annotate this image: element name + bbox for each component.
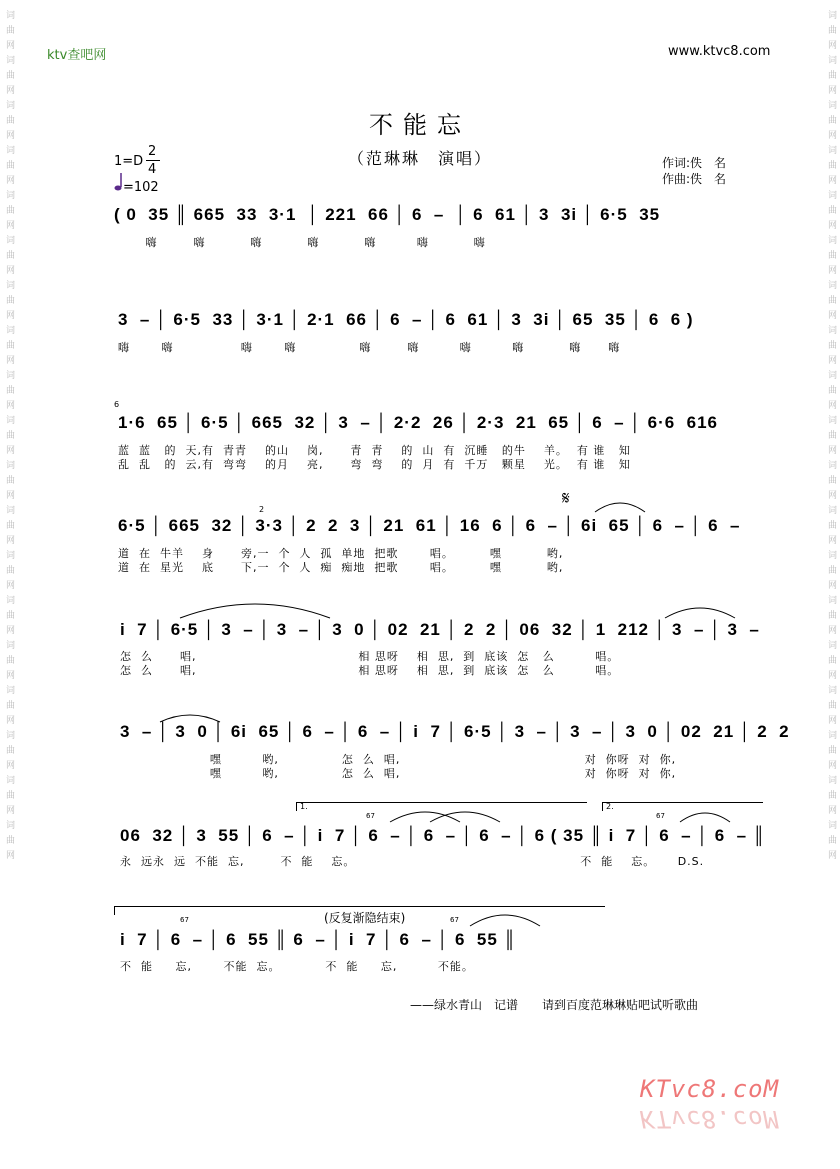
grace-note: 67 (450, 916, 459, 924)
score-row-3-lyrics-v2: 乱 乱 的 云,有 弯弯 的月 亮, 弯 弯 的 月 有 千万 颗星 光。 有 谁 知 (118, 458, 631, 471)
song-title: 不能忘 (369, 111, 471, 139)
tempo: =102 (123, 180, 159, 195)
score-row-5-notes: i 7 │ 6·5 │ 3 – │ 3 – │ 3 0 │ 02 21 │ 2 2 │ 06 32 │ 1 212 │ 3 – │ 3 – (120, 620, 760, 639)
ktvc8-logo: KTvc8.coM (640, 1075, 780, 1103)
composer: 作曲:佚 名 (662, 172, 727, 186)
score-row-6-notes: 3 – │ 3 0 │ 6i 65 │ 6 – │ 6 – │ i 7 │ 6·5 │ 3 – │ 3 – │ 3 0 │ 02 21 │ 2 2 (120, 722, 790, 741)
time-signature-top: 2 (148, 144, 157, 159)
side-watermark-left: 词曲网词曲网词曲网词曲网词曲网词曲网词曲网词曲网词曲网词曲网词曲网词曲网词曲网词曲网词曲网词曲网词曲网词曲网词曲网 (4, 10, 14, 865)
grace-note: 6 (114, 400, 120, 409)
key-signature: 1=D (114, 154, 144, 169)
site-url-right: www.ktvc8.com (668, 44, 771, 59)
side-watermark-right: 词曲网词曲网词曲网词曲网词曲网词曲网词曲网词曲网词曲网词曲网词曲网词曲网词曲网词曲网词曲网词曲网词曲网词曲网词曲网 (826, 10, 836, 865)
lyricist: 作词:佚 名 (662, 156, 727, 170)
score-row-1-lyrics: 嗨 嗨 嗨 嗨 嗨 嗨 嗨 (114, 236, 486, 249)
grace-note: 2 (259, 505, 265, 514)
segno-sign: 𝄋 (562, 488, 570, 509)
score-row-4-notes: 6·5 │ 665 32 │ 3·3 │ 2 2 3 │ 21 61 │ 16 6 │ 6 – │ 6i 65 │ 6 – │ 6 – (118, 516, 741, 535)
song-subtitle: （范琳琳 演唱） (347, 149, 492, 168)
score-row-4-lyrics-v1: 道 在 牛羊 身 旁,一 个 人 孤 单地 把歌 唱。 嘿 哟, (118, 547, 564, 560)
score-row-7-notes: 06 32 │ 3 55 │ 6 – │ i 7 │ 6 – │ 6 – │ 6 – │ 6 ( 35 ║ i 7 │ 6 – │ 6 – ║ (120, 826, 766, 845)
score-row-3-notes: 1·6 65 │ 6·5 │ 665 32 │ 3 – │ 2·2 26 │ 2·3 21 65 │ 6 – │ 6·6 616 (118, 413, 719, 432)
score-row-7-lyrics: 永 远永 远 不能 忘, 不 能 忘。 不 能 忘。 D.S. (120, 855, 705, 868)
volta-label-1: 1. (300, 802, 308, 811)
score-row-8-notes: i 7 │ 6 – │ 6 55 ║ 6 – │ i 7 │ 6 – │ 6 55 ║ (120, 930, 517, 949)
grace-note: 67 (180, 916, 189, 924)
score-row-8-lyrics: 不 能 忘, 不能 忘。 不 能 忘, 不能。 (120, 960, 474, 973)
score-row-6-lyrics-v1: 嘿 哟, 怎 么 唱, 对 你呀 对 你, (120, 753, 677, 766)
score-row-5-lyrics-v1: 怎 么 唱, 相 思呀 相 思, 到 底该 怎 么 唱。 (120, 650, 620, 663)
score-row-6-lyrics-v2: 嘿 哟, 怎 么 唱, 对 你呀 对 你, (120, 767, 677, 780)
score-row-3-lyrics-v1: 蓝 蓝 的 天,有 青青 的山 岗, 青 青 的 山 有 沉睡 的牛 羊。 有 谁 知 (118, 444, 631, 457)
time-signature-bottom: 4 (148, 162, 157, 177)
score-row-1-notes: ( 0 35 ║ 665 33 3·1 │ 221 66 │ 6 – │ 6 61 │ 3 3i │ 6·5 35 (114, 205, 661, 224)
site-name-left: ktv查吧网 (47, 48, 107, 63)
ktvc8-logo-reflection: KTvc8.coM (640, 1105, 780, 1133)
fade-out-note: (反复渐隐结束) (324, 911, 406, 925)
score-row-2-lyrics: 嗨 嗨 嗨 嗨 嗨 嗨 嗨 嗨 嗨 嗨 (118, 341, 621, 354)
score-row-5-lyrics-v2: 怎 么 唱, 相 思呀 相 思, 到 底该 怎 么 唱。 (120, 664, 620, 677)
score-row-2-notes: 3 – │ 6·5 33 │ 3·1 │ 2·1 66 │ 6 – │ 6 61 │ 3 3i │ 65 35 │ 6 6 ) (118, 310, 694, 329)
grace-note: 67 (656, 812, 665, 820)
volta-label-2: 2. (606, 802, 614, 811)
footer-credit: ——绿水青山 记谱 请到百度范琳琳贴吧试听歌曲 (410, 998, 699, 1012)
grace-note: 67 (366, 812, 375, 820)
score-row-4-lyrics-v2: 道 在 星光 底 下,一 个 人 痴 痴地 把歌 唱。 嘿 哟, (118, 561, 564, 574)
